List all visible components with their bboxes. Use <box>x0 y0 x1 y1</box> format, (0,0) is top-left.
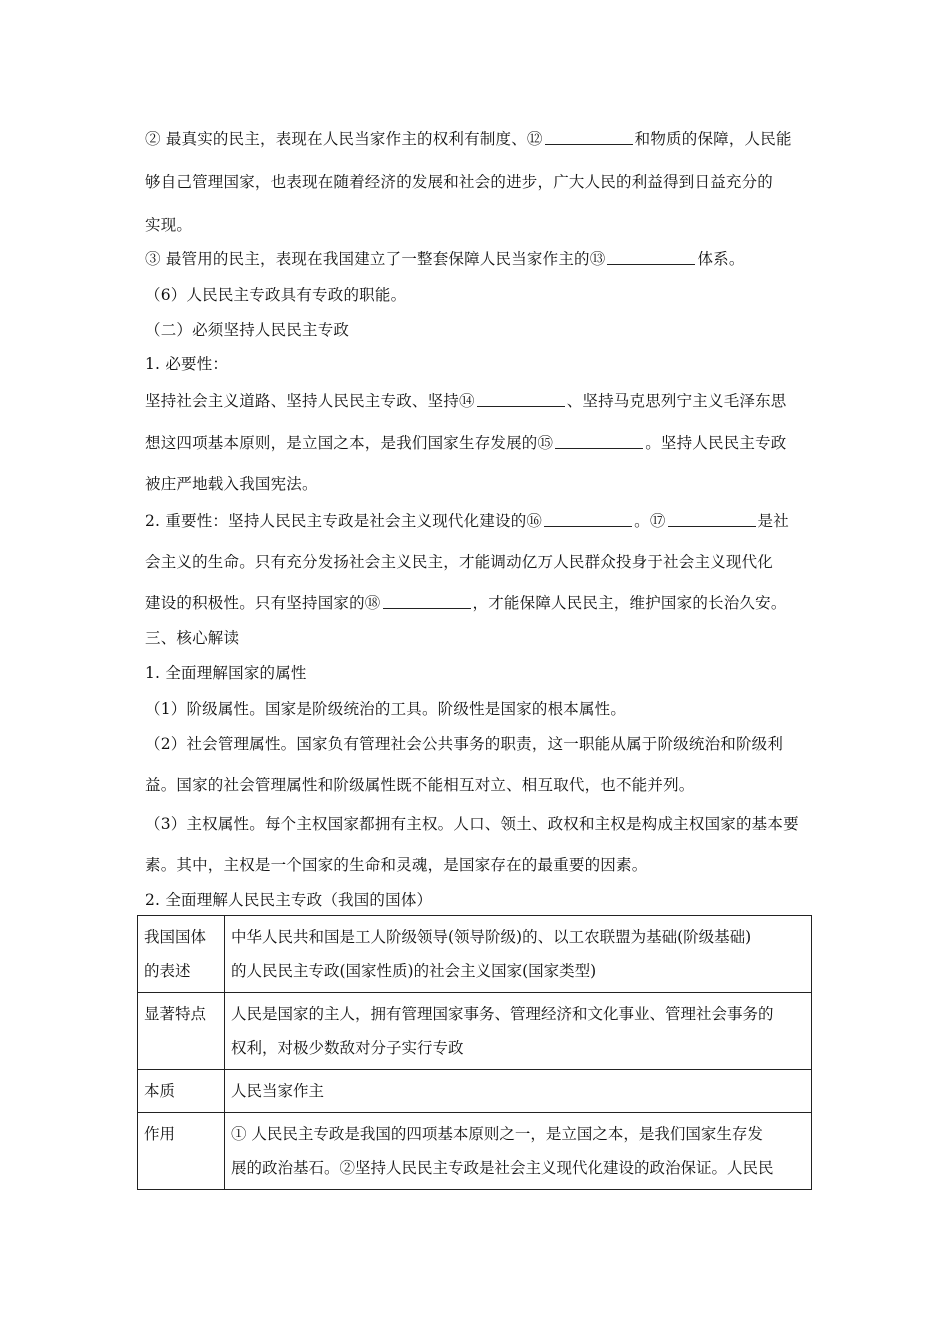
fill-blank-14[interactable] <box>477 392 565 407</box>
section-heading-3: 三、核心解读 <box>145 629 240 647</box>
paragraph-democracy-2: ② 最真实的民主，表现在人民当家作主的权利有制度、⑫ 和物质的保障，人民能 <box>145 130 792 148</box>
paragraph-line: 够自己管理国家，也表现在随着经济的发展和社会的进步，广大人民的利益得到日益充分的 <box>145 173 774 191</box>
core-heading-2: 2. 全面理解人民民主专政（我国的国体） <box>145 891 433 909</box>
table-header-cell: 显著特点 <box>138 993 225 1070</box>
state-system-table <box>137 915 812 1190</box>
table-header-cell: 我国国体 的表述 <box>138 916 225 993</box>
fill-blank-15[interactable] <box>555 434 643 449</box>
table-row <box>138 1113 812 1190</box>
core-item-2-cont: 益。国家的社会管理属性和阶级属性既不能相互对立、相互取代，也不能并列。 <box>145 776 695 794</box>
fill-blank-16[interactable] <box>544 512 632 527</box>
table-row <box>138 916 812 993</box>
table-header-cell: 本质 <box>138 1070 225 1113</box>
importance-line-2: 会主义的生命。只有充分发扬社会主义民主，才能调动亿万人民群众投身于社会主义现代化 <box>145 553 774 571</box>
table-cell: 人民是国家的主人，拥有管理国家事务、管理经济和文化事业、管理社会事务的 权利，对极少数敌对分子实行专政 <box>225 993 812 1070</box>
table-row <box>138 993 812 1070</box>
core-item-2: （2）社会管理属性。国家负有管理社会公共事务的职责，这一职能从属于阶级统治和阶级利 <box>145 735 784 753</box>
paragraph-item-6: （6）人民民主专政具有专政的职能。 <box>145 286 407 304</box>
necessity-title: 1. 必要性： <box>145 355 229 373</box>
necessity-line-2: 想这四项基本原则，是立国之本，是我们国家生存发展的⑮ 。坚持人民民主专政 <box>145 434 787 452</box>
necessity-line-1: 坚持社会主义道路、坚持人民民主专政、坚持⑭ 、坚持马克思列宁主义毛泽东思 <box>145 392 787 410</box>
fill-blank-12[interactable] <box>545 130 633 145</box>
section-heading-2: （二）必须坚持人民民主专政 <box>145 321 350 339</box>
paragraph-line: 实现。 <box>145 216 193 234</box>
importance-line-1: 2. 重要性：坚持人民民主专政是社会主义现代化建设的⑯ 。⑰ 是社 <box>145 512 789 530</box>
fill-blank-18[interactable] <box>383 594 471 609</box>
core-item-1: （1）阶级属性。国家是阶级统治的工具。阶级性是国家的根本属性。 <box>145 700 627 718</box>
table-header-cell: 作用 <box>138 1113 225 1190</box>
core-heading-1: 1. 全面理解国家的属性 <box>145 664 307 682</box>
table-cell: 中华人民共和国是工人阶级领导(领导阶级)的、以工农联盟为基础(阶级基础) 的人民民主专政(国家性质)的社会主义国家(国家类型) <box>225 916 812 993</box>
fill-blank-13[interactable] <box>607 250 695 265</box>
necessity-line-3: 被庄严地载入我国宪法。 <box>145 475 318 493</box>
paragraph-democracy-3: ③ 最管用的民主，表现在我国建立了一整套保障人民当家作主的⑬ 体系。 <box>145 250 745 268</box>
importance-line-3: 建设的积极性。只有坚持国家的⑱ ，才能保障人民民主，维护国家的长治久安。 <box>145 594 787 612</box>
fill-blank-17[interactable] <box>668 512 756 527</box>
core-item-3-cont: 素。其中，主权是一个国家的生命和灵魂，是国家存在的最重要的因素。 <box>145 856 648 874</box>
core-item-3: （3）主权属性。每个主权国家都拥有主权。人口、领土、政权和主权是构成主权国家的基本要 <box>145 815 799 833</box>
table-cell: ① 人民民主专政是我国的四项基本原则之一，是立国之本，是我们国家生存发 展的政治基石。②坚持人民民主专政是社会主义现代化建设的政治保证。人民民 <box>225 1113 812 1190</box>
table-cell: 人民当家作主 <box>225 1070 812 1113</box>
table-row <box>138 1070 812 1113</box>
